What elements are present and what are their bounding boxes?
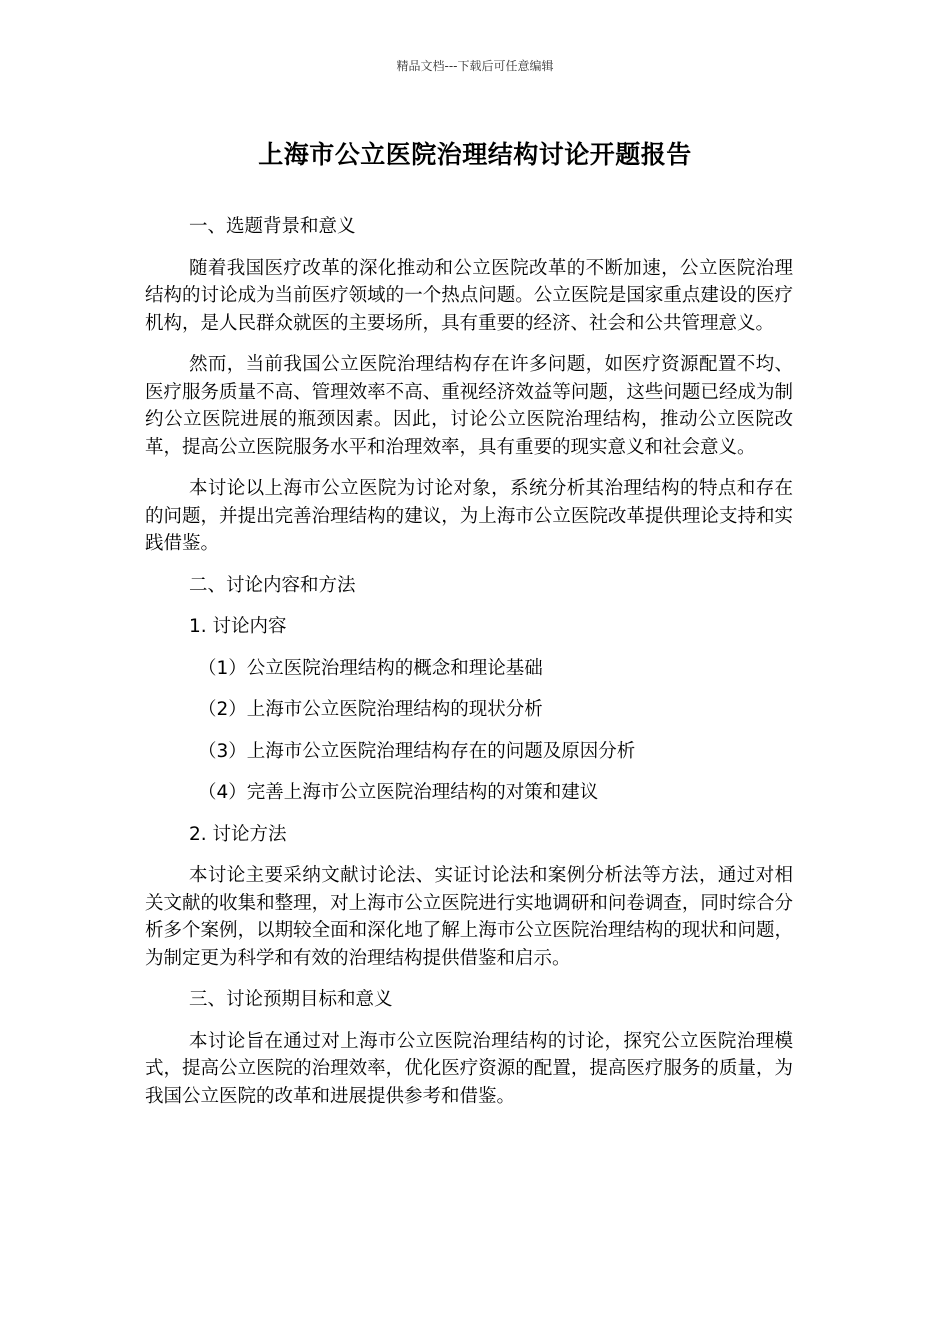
section-2-subheading-method: 2. 讨论方法 — [189, 823, 287, 845]
section-1-paragraph-2: 然而，当前我国公立医院治理结构存在许多问题，如医疗资源配置不均、医疗服务质量不高、管理效率不高、重视经济效益等问题，这些问题已经成为制约公立医院进展的瓶颈因素。因此，讨论公立医院治理结构，推动公立医院改革，提高公立医院服务水平和治理效率，具有重要的现实意义和社会意义。 — [145, 354, 793, 458]
content-list-item: （2）上海市公立医院治理结构的现状分析 — [198, 699, 543, 720]
section-2-heading: 二、讨论内容和方法 — [189, 574, 356, 596]
content-list-item: （3）上海市公立医院治理结构存在的问题及原因分析 — [198, 740, 636, 762]
section-1-heading: 一、选题背景和意义 — [189, 216, 356, 237]
section-3-paragraph-1: 本讨论旨在通过对上海市公立医院治理结构的讨论，探究公立医院治理模式，提高公立医院的治理效率，优化医疗资源的配置，提高医疗服务的质量，为我国公立医院的改革和进展提供参考和借鉴。 — [145, 1030, 793, 1107]
document-body — [145, 213, 793, 1124]
content-list-item: （4）完善上海市公立医院治理结构的对策和建议 — [198, 782, 599, 803]
section-1-paragraph-1: 随着我国医疗改革的深化推动和公立医院改革的不断加速，公立医院治理结构的讨论成为当前医疗领域的一个热点问题。公立医院是国家重点建设的医疗机构，是人民群众就医的主要场所，具有重要的经济、社会和公共管理意义。 — [145, 257, 793, 334]
section-2-subheading-content: 1. 讨论内容 — [189, 616, 287, 637]
document-title: 上海市公立医院治理结构讨论开题报告 — [258, 140, 692, 169]
section-1-paragraph-3: 本讨论以上海市公立医院为讨论对象，系统分析其治理结构的特点和存在的问题，并提出完善治理结构的建议，为上海市公立医院改革提供理论支持和实践借鉴。 — [145, 478, 793, 554]
content-list-item: （1）公立医院治理结构的概念和理论基础 — [198, 657, 543, 679]
section-2-paragraph-1: 本讨论主要采纳文献讨论法、实证讨论法和案例分析法等方法，通过对相关文献的收集和整理，对上海市公立医院进行实地调研和问卷调查，同时综合分析多个案例，以期较全面和深化地了解上海市公立医院治理结构的现状和问题，为制定更为科学和有效的治理结构提供借鉴和启示。 — [145, 865, 793, 969]
section-3-heading: 三、讨论预期目标和意义 — [189, 989, 393, 1010]
page-header: 精品文档---下载后可任意编辑 — [396, 59, 554, 73]
